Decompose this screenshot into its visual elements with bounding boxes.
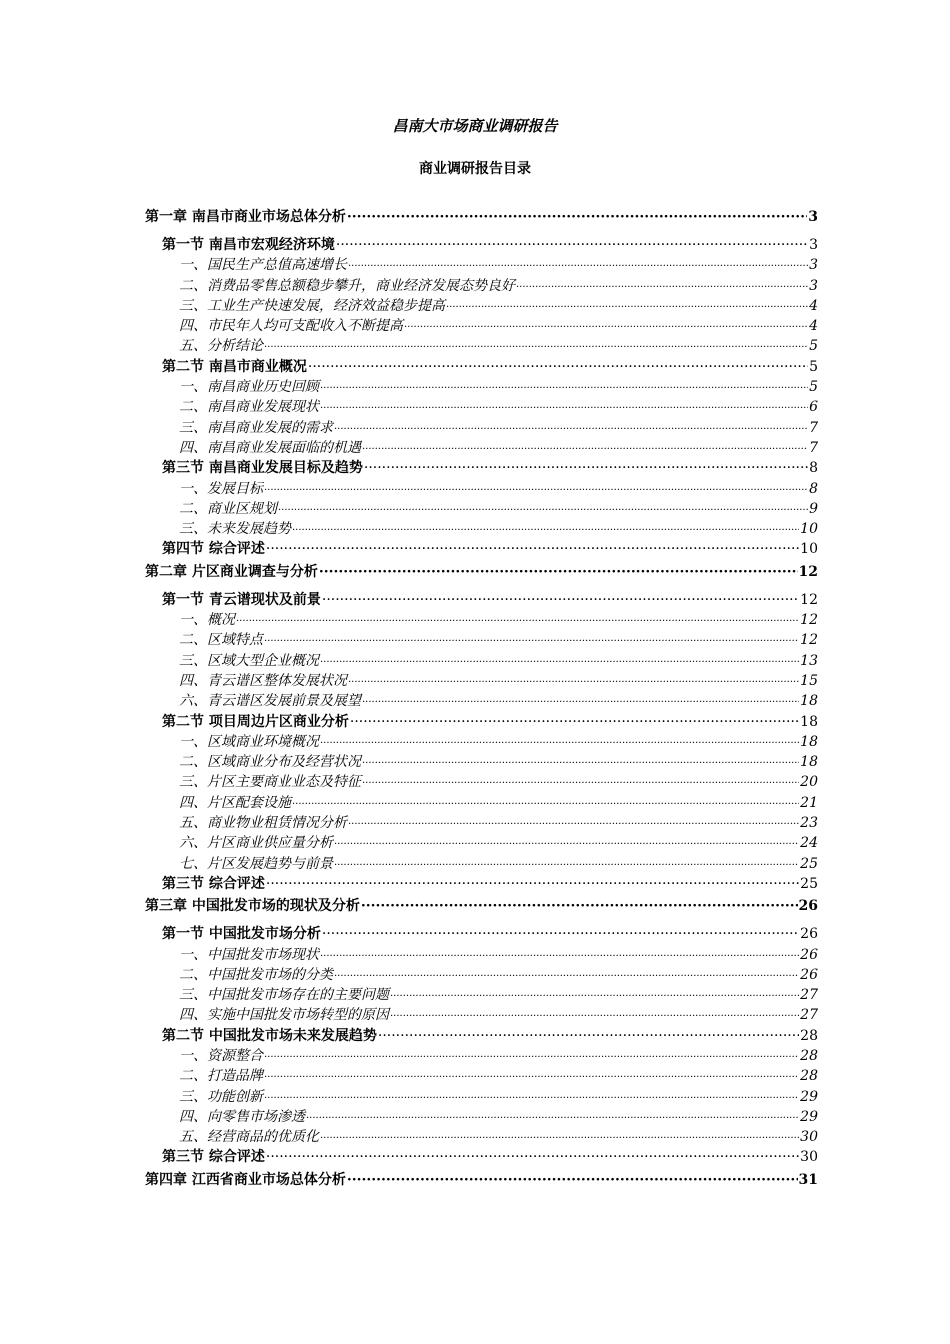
toc-item-label: 四、南昌商业发展面临的机遇 — [179, 439, 361, 456]
dot-leader — [362, 778, 799, 789]
toc-item[interactable] — [145, 295, 818, 315]
toc-item-page-number: 8 — [809, 480, 818, 497]
dot-leader — [334, 839, 799, 850]
toc-item[interactable] — [145, 731, 818, 751]
toc-item-page-number: 27 — [800, 1007, 818, 1024]
toc-item[interactable] — [145, 812, 818, 832]
toc-section-page-number: 26 — [800, 926, 818, 943]
dot-leader — [320, 383, 808, 394]
table-of-contents — [145, 204, 818, 1197]
toc-section-page-number: 25 — [800, 875, 818, 892]
toc-item-label: 五、分析结论 — [179, 338, 263, 355]
dot-leader — [308, 359, 808, 375]
dot-leader — [264, 1052, 799, 1063]
toc-chapter-page-number: 26 — [798, 898, 818, 915]
toc-item-label: 四、青云谱区整体发展状况 — [179, 672, 347, 689]
toc-item[interactable] — [145, 670, 818, 690]
toc-item[interactable] — [145, 984, 818, 1004]
dot-leader — [348, 677, 799, 688]
toc-title: 商业调研报告目录 — [419, 161, 531, 177]
toc-section-label: 第三节 南昌商业发展目标及趋势 — [162, 460, 363, 477]
dot-leader — [320, 403, 808, 414]
toc-item-page-number: 24 — [800, 835, 818, 852]
toc-item-page-number: 21 — [800, 794, 818, 811]
toc-section-label: 第一节 南昌市宏观经济环境 — [162, 237, 335, 253]
dot-leader — [446, 302, 808, 313]
toc-item-page-number: 18 — [800, 693, 818, 710]
toc-section-page-number: 3 — [809, 237, 818, 253]
dot-leader — [390, 991, 799, 1002]
toc-chapter-page-number: 31 — [798, 1171, 818, 1188]
dot-leader — [516, 282, 808, 293]
toc-item-label: 二、南昌商业发展现状 — [179, 399, 319, 416]
dot-leader — [264, 342, 808, 353]
dot-leader — [320, 951, 799, 962]
toc-item[interactable] — [145, 396, 818, 416]
toc-section-label: 第二节 南昌市商业概况 — [162, 358, 307, 375]
toc-item-page-number: 3 — [809, 257, 818, 274]
toc-item-label: 四、市民年人均可支配收入不断提高 — [179, 318, 403, 335]
dot-leader — [348, 261, 808, 272]
dot-leader — [320, 657, 799, 668]
toc-item-page-number: 5 — [809, 338, 818, 355]
toc-item-page-number: 7 — [809, 419, 818, 436]
toc-item-page-number: 4 — [809, 318, 818, 335]
toc-section[interactable] — [145, 923, 818, 943]
toc-item-label: 一、国民生产总值高速增长 — [179, 257, 347, 274]
toc-item-label: 一、发展目标 — [179, 480, 263, 497]
toc-item[interactable] — [145, 751, 818, 771]
toc-chapter-label: 第一章 南昌市商业市场总体分析 — [145, 209, 346, 225]
toc-item[interactable] — [145, 1106, 818, 1126]
dot-leader — [378, 1028, 799, 1044]
toc-item-label: 一、区域商业环境概况 — [179, 733, 319, 750]
toc-section-page-number: 5 — [809, 358, 818, 375]
toc-item-page-number: 29 — [800, 1108, 818, 1125]
dot-leader — [348, 819, 799, 830]
dot-leader — [350, 714, 799, 730]
toc-item-page-number: 6 — [809, 399, 818, 416]
toc-item[interactable] — [145, 792, 818, 812]
dot-leader — [334, 971, 799, 982]
toc-item[interactable] — [145, 690, 818, 710]
toc-item[interactable] — [145, 650, 818, 670]
toc-section-label: 第一节 青云谱现状及前景 — [162, 591, 321, 608]
dot-leader — [390, 1011, 799, 1022]
toc-item-label: 四、向零售市场渗透 — [179, 1108, 305, 1125]
dot-leader — [292, 525, 799, 536]
toc-item-page-number: 25 — [800, 855, 818, 872]
toc-item[interactable] — [145, 1004, 818, 1024]
toc-item-label: 四、实施中国批发市场转型的原因 — [179, 1007, 389, 1024]
toc-section[interactable] — [145, 234, 818, 254]
toc-chapter-page-number: 3 — [808, 209, 818, 225]
toc-item[interactable] — [145, 609, 818, 629]
toc-item[interactable] — [145, 417, 818, 437]
toc-item-page-number: 10 — [800, 521, 818, 538]
dot-leader — [278, 505, 808, 516]
toc-section-page-number: 10 — [800, 541, 818, 558]
toc-item[interactable] — [145, 1065, 818, 1085]
toc-chapter-page-number: 12 — [798, 563, 818, 580]
toc-section-label: 第三节 综合评述 — [162, 875, 265, 892]
toc-item-label: 一、概况 — [179, 612, 235, 629]
toc-item-page-number: 12 — [800, 612, 818, 629]
toc-item-label: 一、中国批发市场现状 — [179, 946, 319, 963]
dot-leader — [236, 616, 799, 627]
toc-item-label: 二、中国批发市场的分类 — [179, 966, 333, 983]
toc-chapter-label: 第二章 片区商业调查与分析 — [145, 563, 318, 580]
toc-item-label: 三、南昌商业发展的需求 — [179, 419, 333, 436]
toc-item-page-number: 5 — [809, 379, 818, 396]
toc-item[interactable] — [145, 376, 818, 396]
dot-leader — [319, 564, 798, 580]
dot-leader — [362, 697, 799, 708]
dot-leader — [266, 876, 799, 892]
toc-item-page-number: 30 — [800, 1129, 818, 1146]
toc-item-page-number: 29 — [800, 1088, 818, 1105]
toc-item-page-number: 26 — [800, 946, 818, 963]
toc-item-page-number: 15 — [800, 672, 818, 689]
toc-item-label: 二、消费品零售总额稳步攀升，商业经济发展态势良好 — [179, 277, 515, 294]
toc-item-label: 六、青云谱区发展前景及展望 — [179, 693, 361, 710]
toc-item[interactable] — [145, 853, 818, 873]
toc-item-page-number: 3 — [809, 277, 818, 294]
toc-item-label: 一、资源整合 — [179, 1047, 263, 1064]
toc-item[interactable] — [145, 1126, 818, 1146]
toc-item-label: 三、工业生产快速发展，经济效益稳步提高 — [179, 297, 445, 314]
toc-item-label: 二、打造品牌 — [179, 1068, 263, 1085]
toc-item[interactable] — [145, 498, 818, 518]
toc-chapter[interactable] — [145, 206, 818, 230]
toc-item-page-number: 18 — [800, 754, 818, 771]
toc-section[interactable] — [145, 873, 818, 893]
dot-leader — [320, 1133, 799, 1144]
toc-section-label: 第三节 综合评述 — [162, 1149, 265, 1166]
toc-item-label: 五、商业物业租赁情况分析 — [179, 815, 347, 832]
dot-leader — [264, 636, 799, 647]
toc-item-label: 二、区域特点 — [179, 632, 263, 649]
toc-item[interactable] — [145, 944, 818, 964]
toc-section-page-number: 18 — [800, 713, 818, 730]
toc-item-label: 一、南昌商业历史回顾 — [179, 379, 319, 396]
toc-chapter[interactable] — [145, 895, 818, 919]
dot-leader — [364, 460, 808, 476]
dot-leader — [334, 424, 808, 435]
dot-leader — [362, 758, 799, 769]
toc-section-page-number: 28 — [800, 1027, 818, 1044]
dot-leader — [334, 860, 799, 871]
toc-item-page-number: 28 — [800, 1068, 818, 1085]
dot-leader — [347, 1172, 798, 1188]
toc-item-page-number: 4 — [809, 297, 818, 314]
toc-chapter[interactable] — [145, 561, 818, 585]
toc-section[interactable] — [145, 589, 818, 609]
toc-item-label: 三、未来发展趋势 — [179, 521, 291, 538]
toc-item-label: 七、片区发展趋势与前景 — [179, 855, 333, 872]
toc-item-label: 三、区域大型企业概况 — [179, 652, 319, 669]
toc-item[interactable] — [145, 771, 818, 791]
toc-item[interactable] — [145, 335, 818, 355]
dot-leader — [322, 592, 799, 608]
toc-item-label: 三、片区主要商业业态及特征 — [179, 774, 361, 791]
toc-chapter[interactable] — [145, 1169, 818, 1193]
toc-section-label: 第二节 中国批发市场未来发展趋势 — [162, 1027, 377, 1044]
toc-item-page-number: 12 — [800, 632, 818, 649]
toc-item-label: 二、区域商业分布及经营状况 — [179, 754, 361, 771]
toc-item-label: 三、功能创新 — [179, 1088, 263, 1105]
dot-leader — [322, 926, 799, 942]
dot-leader — [266, 541, 799, 557]
dot-leader — [320, 738, 799, 749]
dot-leader — [362, 444, 808, 455]
toc-section-page-number: 8 — [809, 460, 818, 477]
toc-item-label: 六、片区商业供应量分析 — [179, 835, 333, 852]
toc-section[interactable] — [145, 1025, 818, 1045]
toc-item[interactable] — [145, 315, 818, 335]
toc-item-label: 五、经营商品的优质化 — [179, 1129, 319, 1146]
toc-item-page-number: 27 — [800, 987, 818, 1004]
dot-leader — [404, 322, 808, 333]
dot-leader — [361, 898, 798, 914]
toc-item[interactable] — [145, 629, 818, 649]
toc-item[interactable] — [145, 832, 818, 852]
dot-leader — [264, 485, 808, 496]
toc-item-page-number: 28 — [800, 1047, 818, 1064]
toc-section-label: 第二节 项目周边片区商业分析 — [162, 713, 349, 730]
toc-item-page-number: 7 — [809, 439, 818, 456]
toc-item-page-number: 13 — [800, 652, 818, 669]
toc-chapter-label: 第三章 中国批发市场的现状及分析 — [145, 898, 360, 915]
toc-section[interactable] — [145, 457, 818, 477]
toc-section-label: 第一节 中国批发市场分析 — [162, 926, 321, 943]
toc-section[interactable] — [145, 538, 818, 558]
toc-section-page-number: 30 — [800, 1149, 818, 1166]
toc-chapter-label: 第四章 江西省商业市场总体分析 — [145, 1171, 346, 1188]
toc-item-page-number: 18 — [800, 733, 818, 750]
toc-item[interactable] — [145, 1086, 818, 1106]
document-title: 昌南大市场商业调研报告 — [392, 117, 558, 135]
toc-section-label: 第四节 综合评述 — [162, 541, 265, 558]
dot-leader — [266, 1149, 799, 1165]
dot-leader — [336, 237, 808, 253]
dot-leader — [306, 1113, 799, 1124]
dot-leader — [264, 1072, 799, 1083]
toc-section[interactable] — [145, 711, 818, 731]
dot-leader — [292, 799, 799, 810]
toc-item[interactable] — [145, 1045, 818, 1065]
toc-item-page-number: 20 — [800, 774, 818, 791]
toc-item-label: 四、片区配套设施 — [179, 794, 291, 811]
toc-item[interactable] — [145, 275, 818, 295]
toc-item[interactable] — [145, 254, 818, 274]
toc-item-page-number: 23 — [800, 815, 818, 832]
toc-item[interactable] — [145, 437, 818, 457]
toc-item[interactable] — [145, 518, 818, 538]
dot-leader — [347, 209, 807, 225]
toc-item-label: 二、商业区规划 — [179, 500, 277, 517]
toc-item-label: 三、中国批发市场存在的主要问题 — [179, 987, 389, 1004]
toc-item[interactable] — [145, 964, 818, 984]
toc-item-page-number: 9 — [809, 500, 818, 517]
toc-item-page-number: 26 — [800, 966, 818, 983]
toc-section[interactable] — [145, 356, 818, 376]
toc-item[interactable] — [145, 478, 818, 498]
dot-leader — [264, 1093, 799, 1104]
toc-section[interactable] — [145, 1146, 818, 1166]
toc-section-page-number: 12 — [800, 591, 818, 608]
